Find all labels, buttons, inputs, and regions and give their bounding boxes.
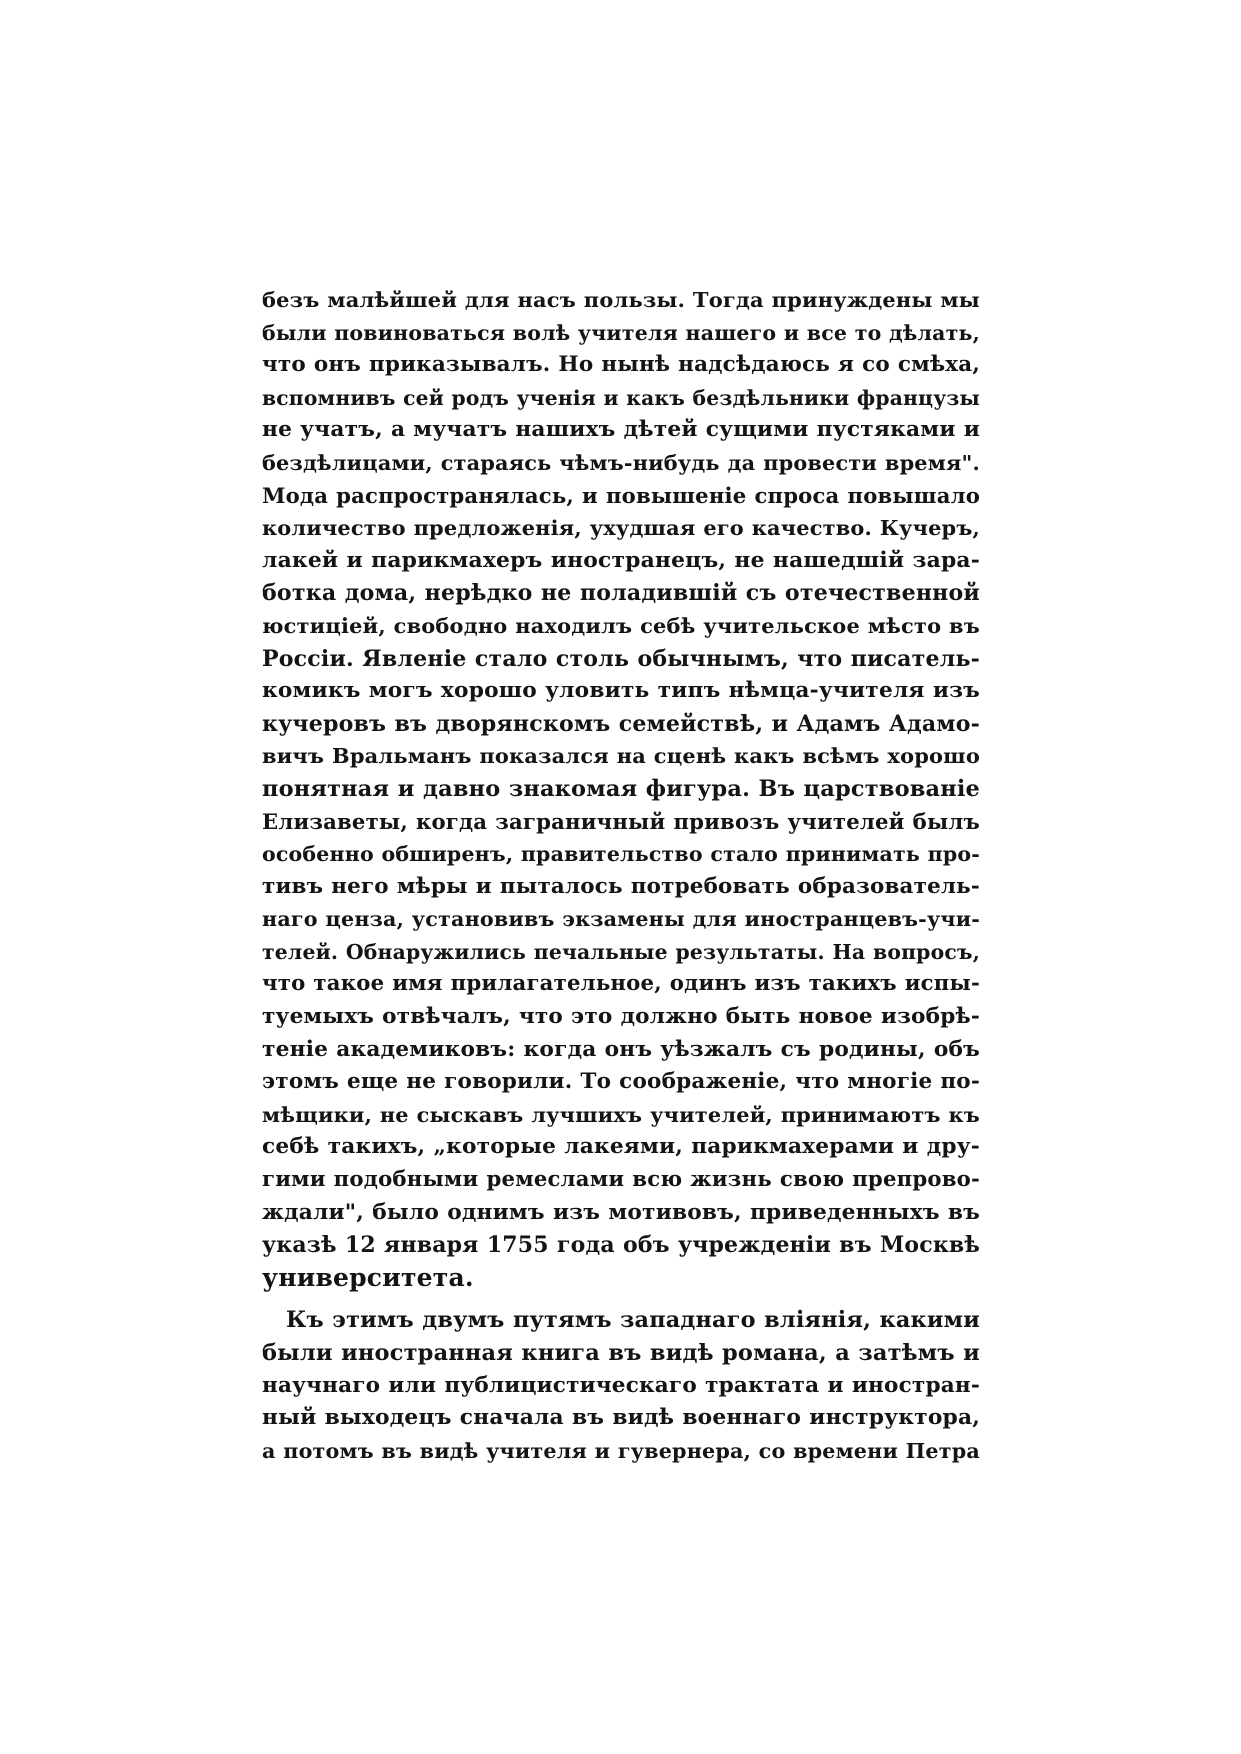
text-line: телей. Обнаружились печальные результаты. На вопросъ, bbox=[262, 939, 980, 964]
text-line: а потомъ въ видѣ учителя и гувернера, со времени Петра bbox=[262, 1438, 980, 1463]
body-text bbox=[262, 284, 980, 1467]
text-line: безъ малѣйшей для насъ пользы. Тогда принуждены мы bbox=[262, 287, 980, 312]
text-line: университета. bbox=[262, 1262, 474, 1292]
text-line: не учатъ, а мучатъ нашихъ дѣтей сущими пустяками и bbox=[262, 417, 980, 443]
text-line: себѣ такихъ, „которые лакеями, парикмахерами и дру- bbox=[262, 1134, 980, 1160]
text-line: особенно обширенъ, правительство стало принимать про- bbox=[262, 842, 980, 867]
paragraph-1 bbox=[262, 284, 980, 1294]
text-line: были повиноваться волѣ учителя нашего и все то дѣлать, bbox=[262, 320, 980, 345]
text-line: вспомнивъ сей родъ ученія и какъ бездѣльники французы bbox=[262, 385, 980, 410]
text-line: научнаго или публицистическаго трактата и иностран- bbox=[262, 1372, 980, 1398]
text-line: понятная и давно знакомая фигура. Въ царствованіе bbox=[262, 775, 980, 802]
text-line: наго ценза, установивъ экзамены для иностранцевъ-учи- bbox=[262, 907, 980, 932]
text-line: ботка дома, нерѣдко не поладившій съ отечественной bbox=[262, 580, 980, 607]
paragraph-2 bbox=[262, 1304, 980, 1467]
text-line: что онъ приказывалъ. Но нынѣ надсѣдаюсь я со смѣха, bbox=[262, 352, 980, 378]
text-line: этомъ еще не говорили. То соображеніе, что многіе по- bbox=[262, 1069, 980, 1095]
text-line: Россіи. Явленіе стало столь обычнымъ, что писатель- bbox=[262, 645, 980, 672]
text-line: комикъ могъ хорошо уловить типъ нѣмца-учителя изъ bbox=[262, 678, 980, 704]
text-line: вичъ Вральманъ показался на сценѣ какъ всѣмъ хорошо bbox=[262, 743, 980, 769]
text-line: что такое имя прилагательное, одинъ изъ такихъ испы- bbox=[262, 971, 980, 997]
text-line: юстиціей, свободно находилъ себѣ учительское мѣсто въ bbox=[262, 612, 980, 638]
text-line: Елизаветы, когда заграничный привозъ учителей былъ bbox=[262, 808, 980, 834]
text-line: мѣщики, не сыскавъ лучшихъ учителей, принимаютъ къ bbox=[262, 1101, 980, 1127]
text-line: бездѣлицами, стараясь чѣмъ-нибудь да провести время". bbox=[262, 449, 980, 475]
text-line: ждали", было однимъ изъ мотивовъ, приведенныхъ въ bbox=[262, 1199, 980, 1225]
text-line: Мода распространялась, и повышеніе спроса повышало bbox=[262, 482, 980, 508]
text-line: ный выходецъ сначала въ видѣ военнаго инструктора, bbox=[262, 1405, 980, 1431]
text-line: туемыхъ отвѣчалъ, что это должно быть новое изобрѣ- bbox=[262, 1004, 980, 1030]
text-line: были иностранная книга въ видѣ романа, а затѣмъ и bbox=[262, 1340, 980, 1366]
text-line: тивъ него мѣры и пыталось потребовать образователь- bbox=[262, 873, 980, 899]
text-line: количество предложенія, ухудшая его качество. Кучеръ, bbox=[262, 515, 980, 541]
text-line: Къ этимъ двумъ путямъ западнаго вліянія, какими bbox=[286, 1307, 980, 1334]
text-line: кучеровъ въ дворянскомъ семействѣ, и Адамъ Адамо- bbox=[262, 710, 980, 737]
paragraph-gap bbox=[262, 1294, 980, 1304]
text-line: гими подобными ремеслами всю жизнь свою препрово- bbox=[262, 1167, 980, 1193]
text-line: указѣ 12 января 1755 года объ учрежденіи въ Москвѣ bbox=[262, 1232, 980, 1259]
text-line: теніе академиковъ: когда онъ уѣзжалъ съ родины, объ bbox=[262, 1036, 980, 1062]
text-line: лакей и парикмахеръ иностранецъ, не нашедшій зара- bbox=[262, 547, 980, 573]
